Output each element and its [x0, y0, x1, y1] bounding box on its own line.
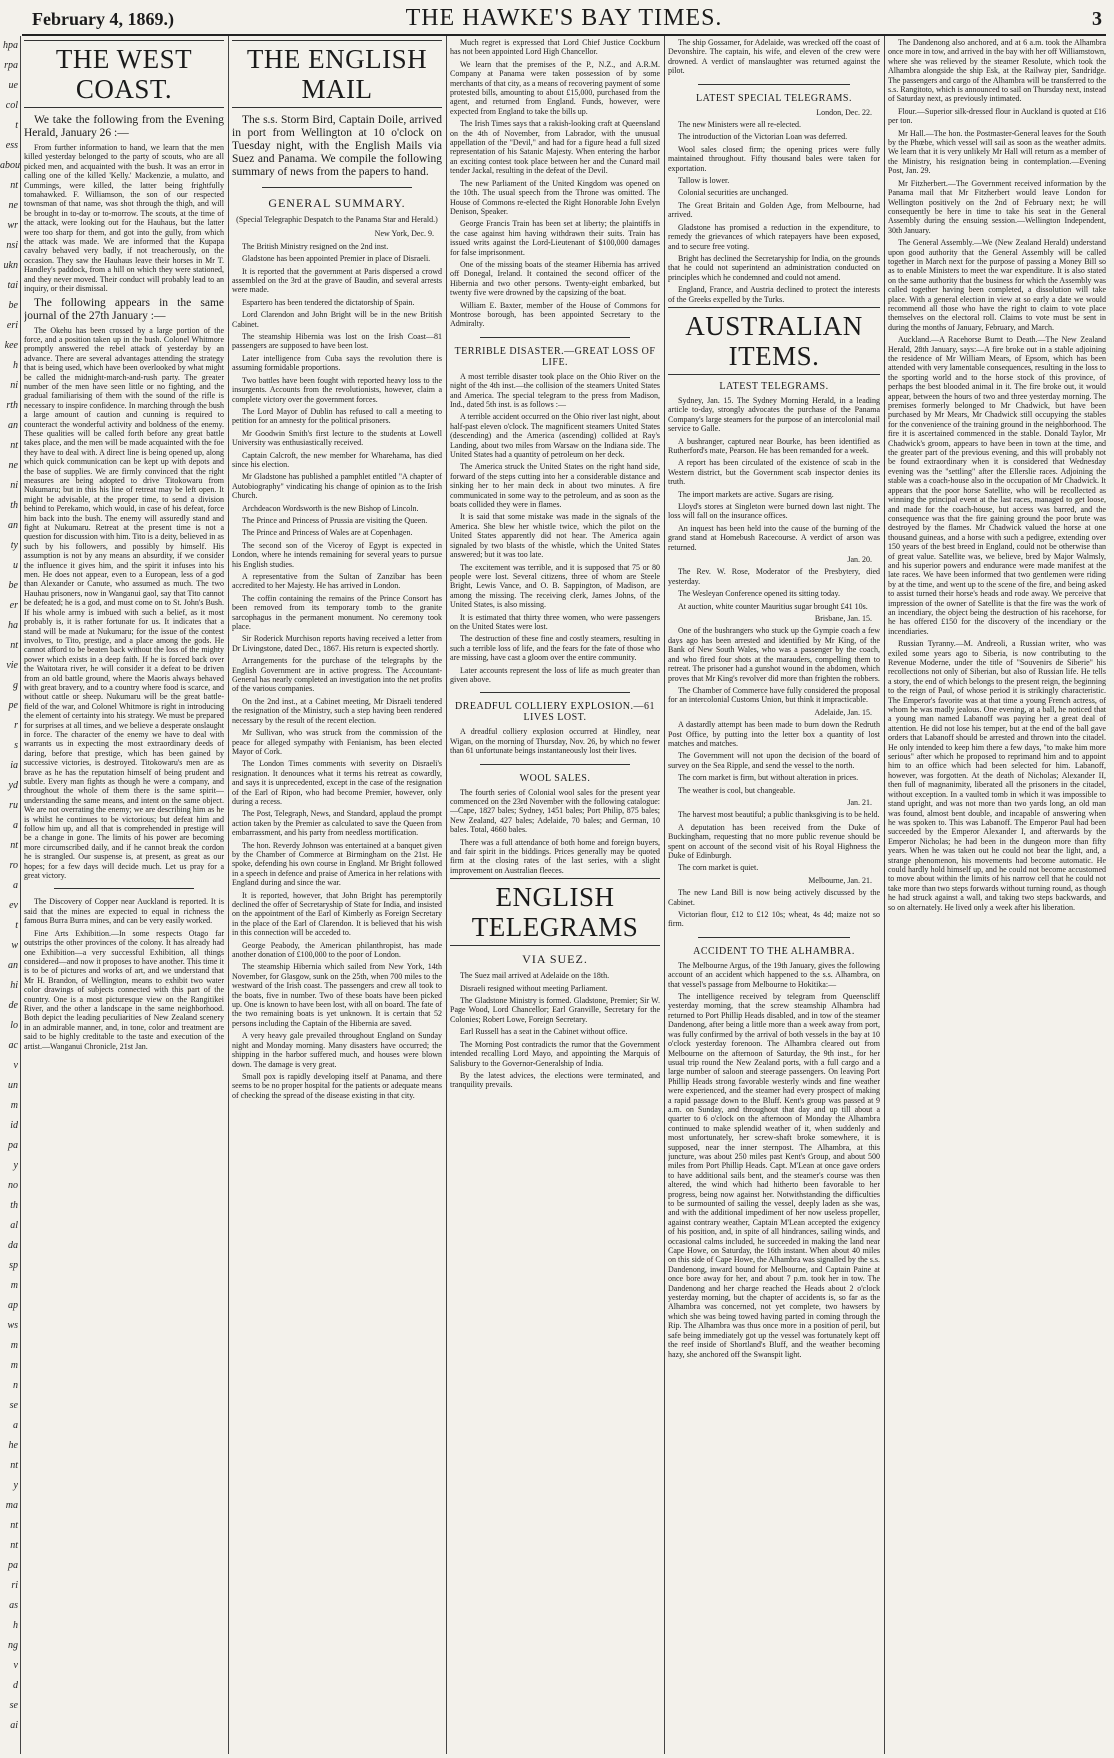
article-paragraph: The America struck the United States on the right hand side, forward of the steps cutting into her a considerable distance and sinking her to her main deck in about two minutes. A fire communicated in some way to the petroleum, and as soon as the boats collided they were in flames.: [450, 462, 660, 510]
article-paragraph: The Wesleyan Conference opened its sitting today.: [678, 589, 840, 599]
divider: [698, 84, 850, 85]
article-paragraph: The Rev. W. Rose, Moderator of the Presbytery, died yesterday.: [668, 567, 880, 586]
edge-fragment: d: [13, 1680, 18, 1691]
edge-fragment: al: [10, 1220, 18, 1231]
issue-date: February 4, 1869.): [32, 9, 174, 29]
edge-fragment: m: [10, 1100, 18, 1111]
edge-fragment: rpa: [4, 60, 18, 71]
newspaper-title: THE HAWKE'S BAY TIMES.: [405, 5, 723, 31]
article-paragraph: The new Ministers were all re-elected.: [678, 120, 802, 130]
article-paragraph: Small pox is rapidly developing itself at Panama, and there seems to be no proper hospital for the patients or adequate means of checking the spread of the disease existing in that city.: [232, 1071, 442, 1100]
edge-fragment: lo: [10, 1020, 18, 1031]
article-paragraph: The steamship Hibernia was lost on the Irish Coast—81 passengers are supposed to have been lost.: [232, 332, 442, 351]
edge-fragment: sp: [9, 1260, 18, 1271]
article-paragraph: The new Parliament of the United Kingdom was opened on the 10th. The usual speech from the Throne was omitted. The House of Commons re-elected the Right Honorable John Evelyn Denison, Speaker.: [450, 178, 660, 216]
edge-fragment: an: [8, 520, 18, 531]
article-paragraph: A dreadful colliery explosion occurred at Hindley, near Wigan, on the morning of Thursday, Nov. 26, by which no fewer than 61 unfortunate beings instantaneously lost their lives.: [450, 727, 660, 756]
article-lead: The following appears in the same journal of the 27th January :—: [24, 296, 224, 322]
dateline: Melbourne, Jan. 21.: [808, 875, 872, 885]
previous-page-edge: [0, 36, 20, 1754]
article-paragraph: By the latest advices, the elections were terminated, and tranquility prevails.: [450, 1070, 660, 1090]
article-paragraph: George Peabody, the American philanthropist, has made another donation of £100,000 to the poor of London.: [232, 940, 442, 960]
edge-fragment: ro: [9, 860, 18, 871]
column-5: [888, 38, 1106, 1752]
article-paragraph: A representative from the Sultan of Zanzibar has been accredited to her Majesty. He has arrived in London.: [232, 572, 442, 591]
column-rule: [20, 36, 21, 1754]
edge-fragment: r: [14, 720, 18, 731]
article-paragraph: The weather is cool, but changeable.: [678, 785, 796, 795]
dateline: Jan. 20.: [847, 555, 872, 565]
edge-fragment: y: [13, 1160, 18, 1171]
edge-fragment: wr: [7, 220, 18, 231]
article-paragraph: The destruction of these fine and costly steamers, resulting in such a terrible loss of life, and the fears for the fate of those who are missing, have cast a gloom over the entire community.: [450, 634, 660, 663]
edge-fragment: nt: [10, 640, 18, 651]
section-note: (Special Telegraphic Despatch to the Panama Star and Herald.): [236, 215, 438, 224]
edge-fragment: u: [13, 560, 18, 571]
edge-fragment: nt: [10, 440, 18, 451]
edge-fragment: th: [10, 500, 18, 511]
dateline: Adelaide, Jan. 15.: [814, 707, 872, 717]
edge-fragment: vie: [6, 660, 18, 671]
divider: [262, 187, 412, 188]
article-paragraph: Flour.—Superior silk-dressed flour in Auckland is quoted at £16 per ton.: [888, 106, 1106, 126]
west-coast-heading: THE WEST COAST.: [24, 40, 224, 108]
edge-fragment: ni: [10, 480, 18, 491]
edge-fragment: eri: [6, 320, 18, 331]
edge-fragment: de: [8, 1000, 18, 1011]
article-paragraph: The Suez mail arrived at Adelaide on the 18th.: [460, 971, 610, 981]
article-paragraph: The Morning Post contradicts the rumor that the Government intended recalling Lord Mayo, and appointing the Marquis of Salisbury to the Governor-Generalship of India.: [450, 1039, 660, 1068]
article-paragraph: The second son of the Viceroy of Egypt is expected in London, where he intends remaining for several years to pursue his English studies.: [232, 540, 442, 569]
article-paragraph: The import markets are active. Sugars are rising.: [678, 489, 834, 499]
edge-fragment: hpa: [3, 40, 18, 51]
edge-fragment: n: [13, 1380, 18, 1391]
section-heading: GENERAL SUMMARY.: [268, 196, 406, 210]
article-paragraph: We learn that the premises of the P., N.Z., and A.R.M. Company at Panama were taken possession of by some merchants of that city, as a means of recovering payment of some protested bills, amounting to about £15,000, purchased from the agent, and returned from England. Funds, however, were expected from England to take the bills up.: [450, 59, 660, 116]
article-lead: We take the following from the Evening Herald, January 26 :—: [24, 114, 224, 139]
edge-fragment: ap: [8, 1300, 18, 1311]
edge-fragment: ne: [8, 200, 18, 211]
edge-fragment: t: [15, 120, 18, 131]
article-paragraph: A most terrible disaster took place on the Ohio River on the night of the 4th inst.—the collision of the steamers United States and America. The special telegram to the press from Madison, Ind., dated 5th inst. is as follows :—: [450, 371, 660, 409]
dateline: Brisbane, Jan. 15.: [814, 614, 872, 624]
article-paragraph: Tallow is lower.: [678, 176, 730, 186]
section-heading: WOOL SALES.: [519, 772, 591, 784]
edge-fragment: abou: [0, 160, 20, 171]
article-paragraph: Wool sales closed firm; the opening prices were fully maintained throughout. Fifty thousand bales were taken for exportation.: [668, 144, 880, 173]
edge-fragment: nt: [10, 840, 18, 851]
edge-fragment: g: [13, 680, 18, 691]
edge-fragment: t: [15, 920, 18, 931]
column-4: [668, 38, 880, 1752]
edge-fragment: be: [8, 580, 18, 591]
article-paragraph: Earl Russell has a seat in the Cabinet without office.: [460, 1027, 628, 1037]
divider: [698, 937, 850, 938]
edge-fragment: er: [9, 600, 18, 611]
column-rule: [446, 36, 447, 1754]
article-paragraph: Espartero has been tendered the dictatorship of Spain.: [242, 297, 415, 307]
article-paragraph: The ship Gossamer, for Adelaide, was wrecked off the coast of Devonshire. The captain, his wife, and eleven of the crew were drowned. A verdict of manslaughter was returned against the pilot.: [668, 38, 880, 76]
article-paragraph: The introduction of the Victorian Loan was deferred.: [678, 132, 848, 142]
edge-fragment: nt: [10, 1520, 18, 1531]
article-paragraph: An inquest has been held into the cause of the burning of the grand stand at Homebush Racecourse. A verdict of arson was returned.: [668, 523, 880, 552]
article-paragraph: The coffin containing the remains of the Prince Consort has been removed from its temporary tomb to the granite sarcophagus in the permanent monument. No ceremony took place.: [232, 593, 442, 632]
edge-fragment: ai: [10, 1720, 18, 1731]
article-paragraph: A bushranger, captured near Bourke, has been identified as Rutherford's mate, Pearson. He has been remanded for a week.: [668, 436, 880, 455]
edge-fragment: a: [13, 880, 18, 891]
edge-fragment: he: [8, 1440, 18, 1451]
section-heading: LATEST SPECIAL TELEGRAMS.: [696, 92, 852, 104]
edge-fragment: as: [9, 1600, 18, 1611]
article-paragraph: Fine Arts Exhibition.—In some respects Otago far outstrips the other provinces of the colony. It has already had one Exhibition—a very successful Exhibition, all things considered—and now it proposes to have another. This time it is to be of pictures and works of art, and we understand that Mr H. Brandon, of Wellington, means to exhibit two water color drawings of subjects connected with this part of the country. One is a most picturesque view on the Rangitikei River, and the other a landscape in the same neighborhood. Both depict the leading peculiarities of New Zealand scenery in an admirable manner, and, in tone, color and treatment are said to be highly creditable to the taste and execution of the artist.—Wanganui Chronicle, 21st Jan.: [24, 928, 224, 1051]
article-paragraph: Mr Gladstone has published a pamphlet entitled "A chapter of Autobiography" vindicating his change of opinion as to the Irish Church.: [232, 472, 442, 501]
column-1: [24, 38, 224, 1752]
article-paragraph: George Francis Train has been set at liberty; the plaintiffs in the case against him having withdrawn their suits. Train has issued writs against the Lord-Lieutenant of $100,000 damages for false imprisonment.: [450, 219, 660, 257]
edge-fragment: ru: [9, 800, 18, 811]
edge-fragment: pa: [8, 1140, 18, 1151]
edge-fragment: hi: [10, 980, 18, 991]
article-paragraph: England, France, and Austria declined to protect the interests of the Greeks expelled by the Turks.: [668, 285, 880, 304]
article-paragraph: Mr Fitzherbert.—The Government received information by the Panama mail that Mr Fitzherbert would leave London for Wellington positively on the 2nd of February next; he will consequently be here in time to take his seat in the General Assembly during the ensuing session.—Wellington Independent, 30th January.: [888, 178, 1106, 235]
article-paragraph: Mr Goodwin Smith's first lecture to the students at Lowell University was enthusiastically received.: [232, 428, 442, 448]
article-paragraph: Lord Clarendon and John Bright will be in the new British Cabinet.: [232, 310, 442, 329]
edge-fragment: nt: [10, 1460, 18, 1471]
article-paragraph: The Melbourne Argus, of the 19th January, gives the following account of an accident which happened to the s.s. Alhambra, on that vessel's passage from Melbourne to Hokitika:—: [668, 960, 880, 989]
article-paragraph: Captain Calcroft, the new member for Wharehama, has died since his election.: [232, 450, 442, 469]
edge-fragment: ri: [11, 1580, 18, 1591]
column-3: [450, 38, 660, 1752]
edge-fragment: h: [13, 1620, 18, 1631]
edge-fragment: se: [9, 1400, 18, 1411]
edge-fragment: ha: [8, 620, 18, 631]
edge-fragment: nt: [10, 180, 18, 191]
article-paragraph: There was a full attendance of both home and foreign buyers, and fair spirit in the biddings. Prices generally may be quoted firm at the closing rates of the last series, with a slight improvement on Australian fleeces.: [450, 837, 660, 875]
edge-fragment: pe: [8, 700, 18, 711]
divider: [480, 692, 630, 693]
article-paragraph: The corn market is quiet.: [678, 863, 759, 873]
edge-fragment: ty: [10, 540, 18, 551]
article-paragraph: The London Times comments with severity on Disraeli's resignation. It denounces what it terms his retreat as cowardly, and says it is unprecedented, except in the case of the resignation of the Earl of Ripon, who had become Premier, however, only during a recess.: [232, 759, 442, 806]
article-paragraph: Bright has declined the Secretaryship for India, on the grounds that he could not superintend an administration conducted on principles which he condemned and could not amend.: [668, 253, 880, 282]
article-paragraph: Two battles have been fought with reported heavy loss to the insurgents. Accounts from the revolutionists, however, claim a complete victory over the government forces.: [232, 375, 442, 404]
edge-fragment: ng: [8, 1640, 18, 1651]
article-paragraph: The excitement was terrible, and it is supposed that 75 or 80 people were lost. Several citizens, three of whom are Steele Bright, Lewis Vance, and O. B. Sappington, of Madison, are among the missing. The receiving clerk, James Johns, of the United States, is also missing.: [450, 562, 660, 610]
article-paragraph: The intelligence received by telegram from Queenscliff yesterday morning, that the screw steamship Alhambra had returned to Port Phillip Heads disabled, and in tow of the steamer Dandenong, after being a little more than a week away from port, was fully confirmed by the arrival of both vessels in the bay at 10 o'clock yesterday forenoon. The Alhambra cleared out from Melbourne on the afternoon of Saturday, the 9th inst., for her usual trip round the New Zealand ports, with a full cargo and a large number of saloon and steerage passengers. On leaving Port Phillip Heads strong favorable westerly winds and fine weather were experienced, and the steamer had every prospect of making a rapid passage down to the Bluff. Kent's group was passed at 9 a.m. on Sunday, and throughout that day and up till about a quarter to 6 o'clock on the afternoon of Monday the Alhambra continued to make splendid weather of it, when suddenly and most unfortunately, her screw-shaft broke somewhere, it is supposed, near the inner sternpost. The Alhambra, at this juncture, was about 250 miles past Kent's Group, and about 500 miles from Port Phillip Heads. Capt. M'Lean at once gave orders to have additional sails bent, and the steamer's course was then altered, the wind which had hitherto been favorable to her progress, being now against her. Notwithstanding the difficulties to be surmounted of sailing the vessel, deeply laden as she was, and with the additional impediment of her now useless propeller, against contrary weather, Captain M'Lean accepted the exigency of his position, and, in spite of all hindrances, sailing winds, and occasional calms included, he succeeded in making the land near Cape Howe, on Saturday, the 16th instant. When about 40 miles on this side of Cape Howe, the Alhambra was signalled by the s.s. Dandenong, inward bound for Melbourne, and Captain Paine at once bore away for her, and about 7 p.m. took her in tow. The Dandenong and her charge reached the Heads about 2 o'clock yesterday morning, but the chapter of accidents is, so far as the Alhambra was concerned, not yet complete, two hawsers by which she was being towed having parted in coming through the Rip. The Alhambra was thus once more in a position of peril, but safe being immediately got up the vessel was fortunately kept off the reef inside of Shortland's Bluff, and the weather becoming hazy, she anchored off the Swanspit light.: [668, 992, 880, 1359]
page-number: 3: [1092, 8, 1102, 30]
article-paragraph: A deputation has been received from the Duke of Buckingham, requesting that no more public revenue should be spent on account of the second visit of his Royal Highness the Duke of Edinburgh.: [668, 822, 880, 860]
edge-fragment: ue: [8, 80, 18, 91]
article-paragraph: Archdeacon Wordsworth is the new Bishop of Lincoln.: [242, 503, 419, 513]
article-paragraph: The corn market is firm, but without alteration in prices.: [678, 773, 859, 783]
article-paragraph: It is said that some mistake was made in the signals of the America. She blew her whistle twice, which the pilot on the United States apparently did not hear. The America again signaled by two blasts of the whistle, which the United States answered; but it was too late.: [450, 512, 660, 560]
article-paragraph: It is reported, however, that John Bright has peremptorily declined the offer of Secretaryship of State for India, and insisted on the appointment of the Earl of Kimberly as Foreign Secretary in the place of the Earl of Clarendon. It is believed that his wish in this connection will be acceded to.: [232, 890, 442, 938]
edge-fragment: ws: [7, 1320, 18, 1331]
article-paragraph: The General Assembly.—We (New Zealand Herald) understand upon good authority that the General Assembly will be called together in March next for the purpose of passing a Money Bill so as to enable Ministers to meet the war expenditure. It is also stated on the same authority that the business for which the Assembly was called together having been completed, a dissolution will take place. With a general election in view at so early a date we would recommend all those who have the right to claim to vote place themselves on the electoral roll. Claims to vote must be sent in during the months of January, February, and March.: [888, 238, 1106, 332]
article-paragraph: The Dandenong also anchored, and at 6 a.m. took the Alhambra once more in tow, and arrived in the bay with her off Williamstown, where she was relieved by the steamer Resolute, which took the Alhambra alongside the ship Esk, at the Railway pier, Sandridge. The passengers and cargo of the Alhambra will be transferred to the s.s. Rangitoto, which is announced to sail on Thursday next, instead of Saturday next, as previously intimated.: [888, 38, 1106, 104]
article-paragraph: Disraeli resigned without meeting Parliament.: [460, 983, 608, 993]
australian-items-heading: AUSTRALIAN ITEMS.: [668, 307, 880, 375]
article-paragraph: It is estimated that thirty three women, who were passengers on the United States were lost.: [450, 612, 660, 631]
article-paragraph: The Okehu has been crossed by a large portion of the force, and a position taken up in the bush. Colonel Whitmore promptly answered the rebel attack of yesterday by an advance. There are several advantages attending the strategy that is being used, which have been overlooked by what might be called the midnight-march-and-rush party. The greater number of the men have seen little or no fighting, and the gradual familiarising of them with the sound of the rifle is necessary to inspire confidence. In marching through the bush a large amount of caution and cunning is required to counteract the wonderful activity and boldness of the enemy. These qualities will be called forth before any great battle takes place, and the men will be made acquainted with the foe they have to deal with. A direct line is being opened up, along which quick communication can be kept up with depots and the base of supplies. We are firmly convinced that the right measures are being adopted to drive Titokowaru from Nukumaru; but in this his line of retreat may be left open. It might be advisable, at the proper time, to send a division behind to Perekamo, which would, in case of his defeat, force him back into the bush. The enemy will assuredly stand and fight at Nukumaru. Retreat at the present time is not a question for discussion with him. Tito is a deity, believed in as such by his followers, and possibly by himself. His assumption is not by any means an absurdity, if we consider the influence it gives him, and the spirit it infuses into his men. He does not appear, even to a European, less of a god than Alexander or Canute, who assumed as much. The two Hauhau prisoners, now in Wanganui gaol, say that Tito cannot be defeated; he is a god, and must come on to St. John's Bush. If his whole army is imbued with such a belief, as it most probably is, it is rather fortunate for us. It indicates that a stand will be made at Nukumaru; for the issue of the contest involves, to Tito, prestige, and a place among the gods. He cannot afford to be beaten back without the loss of the mighty power which exists in a deep faith. If he is forced back over the Waitotara river, he will consider it a defeat to be driven from an old battle ground, where the Maoris always behaved with great bravery, and to a country where food is scarce, and without cattle or sheep. Nukumaru will be the great battle-field of the war, and Colonel Whitmore is right in introducing the element of certainty into his strategy. We must be prepared for surprises at all times, and we believe a desperate onslaught in force. The character of the enemy we have to deal with warrants us in expecting the most extraordinary deeds of daring, before that prestige, which has been gained by successive victories, is destroyed. Titokowaru's men are as brave as he has the reputation himself of being prudent and subtle. Every man fights as though he were a company, and throughout the whole of them there is the same spirit—understanding the same means, and intent on the same object. We are not overrating the enemy; we are describing him as he is whilst he continues to be victorious; but defeat him and follow him up, and all that is comprehended in prestige will be a change in gone. The limits of his power are becoming more circumscribed daily, and if he cannot break the cordon he is strangled. Our suspense is, at present, as great as our hopes; for a few days will decide much. Let us pray for a great victory.: [24, 325, 224, 881]
divider: [480, 337, 630, 338]
edge-fragment: un: [8, 1080, 18, 1091]
edge-fragment: m: [10, 1340, 18, 1351]
edge-fragment: a: [13, 820, 18, 831]
article-paragraph: William E. Baxter, member of the House of Commons for Montrose borough, has been appointed Secretary to the Admiralty.: [450, 300, 660, 329]
edge-fragment: col: [5, 100, 18, 111]
edge-fragment: da: [8, 1240, 18, 1251]
column-rule: [228, 36, 229, 1754]
article-paragraph: It is reported that the government at Paris dispersed a crowd assembled on the 3rd at the grave of Baudin, and several arrests were made.: [232, 266, 442, 295]
article-paragraph: Lloyd's stores at Singleton were burned down last night. The loss will fall on the insurance offices.: [668, 502, 880, 521]
edge-fragment: pa: [8, 1560, 18, 1571]
article-paragraph: One of the missing boats of the steamer Hibernia has arrived off Donegal, Ireland. It contained the second officer of the Hibernia and two other persons. Twenty-eight embarked, but twenty five were drowned by the capsizing of the boat.: [450, 259, 660, 298]
edge-fragment: s: [14, 740, 18, 751]
dateline: London, Dec. 22.: [816, 107, 872, 117]
edge-fragment: ne: [8, 460, 18, 471]
article-paragraph: The Prince and Princess of Prussia are visiting the Queen.: [242, 515, 428, 525]
article-paragraph: Auckland.—A Racehorse Burnt to Death.—The New Zealand Herald, 28th January, says:—A fire broke out in a stable adjoining the residence of Mr William Mears, of Epsom, which has been attended with very lamentable consequences, resulting in the loss to the sporting world and to the horse stock of this province, of perhaps the best blooded animal in it. The fire broke out, it would appear, between the hours of two and three yesterday morning. The premises formerly belonged to Mr Chadwick, but have been purchased by Mr Mears, Mr Chadwick still occupying the stables for the convenience of the training ground in the neighborhood. The fire it is ascertained commenced in the stable. Donald Taylor, Mr Chadwick's groom, appears to have been in town at the time, and the greater part of the previous evening, and this will probably not be found extraordinary when it is considered that Wednesday evening was the "settling" after the Ellerslie races. Adjoining the stable was a coach-house also in the occupation of Mr Chadwick. It appears that the poor horse Satellite, who will be recollected as winning the principal event at the last races, managed to get loose, and made for the coach-house, but access was barred, and the consequence was that the fire gaining ground the poor brute was destroyed by the flames. Mr Chadwick valued the horse at one thousand guineas, and a horse with such a pedigree, extending over 150 years of the best breed in England, could not be otherwise than of great value. Satellite was, we believe, bred by Major Walmsly, and his superior powers and endurance were made manifest at the late races. We have been informed that two gentlemen were riding by at the time, and went up to the scene of the fire, and being asked to assist turned their horse's heads and rode away. We perceive that impression of the owner of Satellite is that the fire was the work of an incendiary, the object being the destruction of his racehorse, for he has offered £150 for the discovery of the incendiary or the incendiaries.: [888, 335, 1106, 636]
dateline: New York, Dec. 9.: [374, 229, 434, 239]
article-paragraph: On the 2nd inst., at a Cabinet meeting, Mr Disraeli tendered the resignation of the Ministry, such a step having been rendered necessary by the result of the recent election.: [232, 696, 442, 725]
edge-fragment: ma: [5, 1500, 18, 1511]
article-paragraph: The Prince and Princess of Wales are at Copenhagen.: [242, 528, 413, 538]
edge-fragment: be: [8, 300, 18, 311]
edge-fragment: v: [13, 1060, 18, 1071]
edge-fragment: y: [13, 1480, 18, 1491]
section-subheading: VIA SUEZ.: [522, 952, 588, 967]
section-heading: TERRIBLE DISASTER.—GREAT LOSS OF LIFE.: [454, 345, 656, 368]
article-paragraph: The hon. Reverdy Johnson was entertained at a banquet given by the Chamber of Commerce at Birmingham on the 21st. He spoke, defending his own course in England. Mr Bright followed in a speech in defence and praise of America in her relations with England during and since the war.: [232, 840, 442, 888]
edge-fragment: ia: [10, 760, 18, 771]
edge-fragment: ukn: [3, 260, 18, 271]
edge-fragment: kee: [4, 340, 18, 351]
article-paragraph: Mr Sullivan, who was struck from the commission of the peace for alleged sympathy with Fenianism, has been elected Mayor of Cork.: [232, 728, 442, 756]
article-paragraph: Sydney, Jan. 15. The Sydney Morning Herald, in a leading article to-day, strongly advocates the purchase of the Panama Company's large steamers for the purpose of an intercolonial mail service to Galle.: [668, 395, 880, 434]
article-paragraph: The Gladstone Ministry is formed. Gladstone, Premier; Sir W. Page Wood, Lord Chancellor; Earl Granville, Secretary for the Colonies; Robert Lowe, Foreign Secretary.: [450, 996, 660, 1024]
article-paragraph: Much regret is expressed that Lord Chief Justice Cockburn has not been appointed Lord High Chancellor.: [450, 38, 660, 57]
edge-fragment: an: [8, 420, 18, 431]
article-paragraph: At auction, white counter Mauritius sugar brought £41 10s.: [678, 601, 868, 611]
edge-fragment: id: [10, 1120, 18, 1131]
article-paragraph: The Great Britain and Golden Age, from Melbourne, had arrived.: [668, 200, 880, 220]
column-2: [232, 38, 442, 1752]
article-paragraph: Sir Roderick Murchison reports having received a letter from Dr Livingstone, dated Dec., 1867. His return is expected shortly.: [232, 634, 442, 653]
article-paragraph: A very heavy gale prevailed throughout England on Sunday night and Monday morning. Many disasters have occurred; the shipping in the harbor suffered much, and houses were blown down. The damage is very great.: [232, 1031, 442, 1069]
article-paragraph: The harvest most beautiful; a public thanksgiving is to be held.: [678, 810, 880, 820]
article-paragraph: A report has been circulated of the existence of scab in the Western district, but the Government scab inspector denies its truth.: [668, 458, 880, 487]
article-paragraph: From further information to hand, we learn that the men killed yesterday belonged to the party of scouts, who are all picked men, and acquainted with the bush. It was an error in calling one of the killed 'Kelly.' Mackenzie, a mulatto, and Cummings, were killed, the latter being frightfully tomahawked. F. Williamson, the son of our respected townsman of that name, was shot through the thigh, and will be brought in to-day or to-morrow. The scouts, at the time of the attack, were looking out for the Hauhaus, but the latter were too sharp for them, and got into the gully, from which the attack was made. We are informed that the Kupapa cavalry behaved very badly, if not treacherously, on the occasion. They saw the Hauhaus leave their horses in Mr T. Handley's paddock, from a hill on which they were stationed, and they never moved. Their conduct will probably lead to an inquiry, or their dismissal.: [24, 143, 224, 294]
article-paragraph: Later intelligence from Cuba says the revolution there is assuming formidable proportions.: [232, 353, 442, 373]
masthead: [22, 4, 1106, 36]
divider: [54, 888, 194, 889]
article-paragraph: The Lord Mayor of Dublin has refused to call a meeting to petition for an amnesty for the political prisoners.: [232, 406, 442, 426]
article-paragraph: The British Ministry resigned on the 2nd inst.: [242, 241, 389, 251]
article-paragraph: The Post, Telegraph, News, and Standard, applaud the prompt action taken by the Premier as calculated to save the Queen from embarrassment, and his party from needless mortification.: [232, 809, 442, 838]
edge-fragment: tai: [7, 280, 18, 291]
article-paragraph: Later accounts represent the loss of life as much greater than given above.: [450, 665, 660, 684]
edge-fragment: th: [10, 1200, 18, 1211]
edge-fragment: a: [13, 1420, 18, 1431]
article-paragraph: A dastardly attempt has been made to burn down the Redruth Post Office, by putting into the letter box a quantity of lost matches and matches.: [668, 720, 880, 748]
article-paragraph: A terrible accident occurred on the Ohio river last night, about half-past eleven o'clock. The magnificent steamers United States (descending) and the America (ascending) collided at Ray's Landing, about two miles from Warsaw on the Indiana side. The United States had a quantity of petroleum on her deck.: [450, 412, 660, 460]
edge-fragment: m: [10, 1280, 18, 1291]
article-paragraph: Gladstone has promised a reduction in the expenditure, to remedy the grievances of which ratepayers have been exposed, and to secure free voting.: [668, 222, 880, 251]
article-paragraph: The new Land Bill is now being actively discussed by the Cabinet.: [668, 888, 880, 907]
edge-fragment: nt: [10, 1540, 18, 1551]
article-paragraph: One of the bushrangers who stuck up the Gympie coach a few days ago has been arrested and identified by Mr King, of the Bank of New South Wales, who was a passenger by the coach, and who fired four shots at the marauders, compelling them to retreat. The prisoner had a gunshot wound in the abdomen, which proves that Mr King's revolver did more than frighten the robbers.: [668, 626, 880, 683]
edge-fragment: rth: [6, 400, 18, 411]
english-telegrams-heading: ENGLISH TELEGRAMS: [450, 878, 660, 946]
article-paragraph: Victorian flour, £12 to £12 10s; wheat, 4s 4d; maize not so firm.: [668, 910, 880, 929]
article-paragraph: The Discovery of Copper near Auckland is reported. It is said that the mines are expected to equal in richness the famous Burra Burra mines, and can be very easily worked.: [24, 897, 224, 926]
edge-fragment: ev: [9, 900, 18, 911]
dateline: Jan. 21.: [847, 797, 872, 807]
article-paragraph: The Irish Times says that a rakish-looking craft at Queensland on the 4th of November, from Labrador, with the unusual appellation of the "Devil," and had for a figure head a full sized representation of his Satanic Majesty. When entering the harbor an exciting contest took place between her and the Cunard mail tender Jackal, resulting in the defeat of the Devil.: [450, 119, 660, 176]
section-heading: LATEST TELEGRAMS.: [719, 380, 829, 392]
edge-fragment: h: [13, 360, 18, 371]
section-heading: DREADFUL COLLIERY EXPLOSION.—61 LIVES LOST.: [454, 701, 656, 724]
edge-fragment: ac: [8, 1040, 18, 1051]
edge-fragment: ni: [10, 380, 18, 391]
edge-fragment: yd: [8, 780, 18, 791]
edge-fragment: v: [13, 1660, 18, 1671]
edge-fragment: nsi: [6, 240, 18, 251]
edge-fragment: an: [8, 960, 18, 971]
article-paragraph: Mr Hall.—The hon. the Postmaster-General leaves for the South by the Phœbe, which vessel will sail as soon as the weather admits. We learn that it is very unlikely Mr Hall will return as a member of the Ministry, his resignation being in contemplation.—Evening Post, Jan. 29.: [888, 128, 1106, 176]
article-lead: The s.s. Storm Bird, Captain Doile, arrived in port from Wellington at 10 o'clock on Tuesday night, with the English Mails via Suez and Panama. We compile the following summary of news from the papers to hand.: [232, 114, 442, 178]
article-paragraph: Russian Tyranny.—M. Andreoli, a Russian writer, who was exiled some years ago to Siberia, is now contributing to the Revenue Moderne, under the title of "Souvenirs de Siberie" his recollections not only of Siberian, but also of Russian life. He tells a story, the end of which belongs to the present reign, the beginning to the reign of Paul, of whose period it is strikingly characteristic. The Emperor's favorite was at that time a young French actress, of whom he was madly jealous. One evening, at a ball, he noticed that a young man named Labanoff was paying her a great deal of attention. He did not lose his temper, but at the end of the ball gave orders that Labanoff should be arrested and thrown into the citadel. He only intended to keep him there a few days, "to make him more serious" after which he proposed to reprimand him and to appoint him to an office which had been selected for him. Labanoff, however, was forgotten. At the death of Nicholas; Alexander II, then full of magnanimity, liberated all the prisoners in the citadel, without exception. In a vaulted tomb in which it was impossible to stand upright, and was not more than two yards long, an old man was found, almost bent double, and incapable of answering when he was spoken to. This was Labanoff. The Emperor Paul had been succeeded by the Emperor Alexander I, and afterwards by the Emperor Nicholas; he had been in the dungeon more than fifty years. When he was taken out he could not bear the light, and, a strange phenomenon, his movements had become automatic. He could hardly hold himself up, and he could not become accustomed to move about within the limits of his narrow cell that he could not take more than two steps forwards without turning round, as though he had struck against a wall, and taking two steps backwards, and so on alternately. He lived only a week after his liberation.: [888, 639, 1106, 912]
edge-fragment: no: [8, 1180, 18, 1191]
article-paragraph: The fourth series of Colonial wool sales for the present year commenced on the 23rd November with the following catalogue:—Cape, 1827 bales; Sydney, 1451 bales; Port Philip, 875 bales; New Zealand, 427 bales; Adelaide, 70 bales; and German, 10 bales. Total, 4660 bales.: [450, 787, 660, 835]
article-paragraph: The Government will not upon the decision of the board of survey on the Sea Ripple, and send the vessel to the north.: [668, 751, 880, 770]
article-paragraph: The Chamber of Commerce have fully considered the proposal for an intercolonial Customs Union, but think it impracticable.: [668, 685, 880, 705]
edge-fragment: se: [9, 1700, 18, 1711]
article-paragraph: Gladstone has been appointed Premier in place of Disraeli.: [242, 254, 431, 264]
edge-fragment: w: [11, 940, 18, 951]
edge-fragment: m: [10, 1360, 18, 1371]
article-paragraph: The steamship Hibernia which sailed from New York, 14th November, for Glasgow, sunk on the 25th, when 700 miles to the westward of the Irish coast. The passengers and crew all took to the boats, five in number. Two of these boats have been picked up. One is known to have been lost, with all on board. The fate of the two remaining boats is yet unknown. It is certain that 52 persons including the Captain of the Hibernia are saved.: [232, 962, 442, 1028]
article-paragraph: Colonial securities are unchanged.: [678, 188, 789, 198]
divider: [480, 764, 630, 765]
english-mail-heading: THE ENGLISH MAIL: [232, 40, 442, 108]
article-paragraph: Arrangements for the purchase of the telegraphs by the English Government are in active progress. The Accountant-General has nearly completed an investigation into the net profits of the various companies.: [232, 656, 442, 694]
section-heading: ACCIDENT TO THE ALHAMBRA.: [693, 945, 855, 957]
column-rule: [884, 36, 885, 1754]
edge-fragment: ess: [5, 140, 18, 151]
column-rule: [664, 36, 665, 1754]
